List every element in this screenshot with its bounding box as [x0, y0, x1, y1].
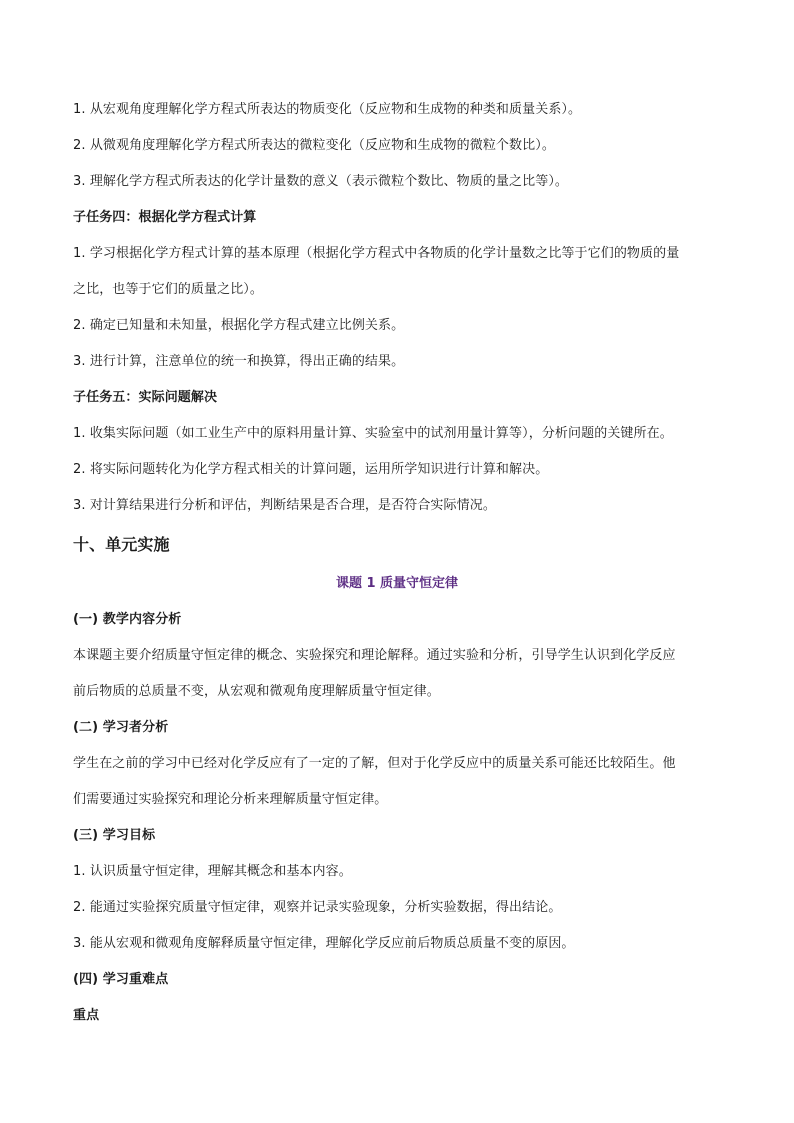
- subsection-heading: (二) 学习者分析: [73, 720, 169, 735]
- paragraph-line: 3. 能从宏观和微观角度解释质量守恒定律，理解化学反应前后物质总质量不变的原因。: [73, 936, 575, 951]
- paragraph-line: 2. 从微观角度理解化学方程式所表达的微粒变化（反应物和生成物的微粒个数比）。: [73, 138, 555, 153]
- section-heading: 十、单元实施: [73, 535, 170, 554]
- paragraph-line: 1. 学习根据化学方程式计算的基本原理（根据化学方程式中各物质的化学计量数之比等于它们的物质的量: [73, 246, 680, 261]
- paragraph-line: 3. 理解化学方程式所表达的化学计量数的意义（表示微粒个数比、物质的量之比等）。: [73, 174, 569, 189]
- key-point-label: 重点: [73, 1008, 100, 1023]
- paragraph-line: 本课题主要介绍质量守恒定律的概念、实验探究和理论解释。通过实验和分析，引导学生认识到化学反应: [73, 648, 676, 663]
- paragraph-line: 3. 进行计算，注意单位的统一和换算，得出正确的结果。: [73, 354, 405, 369]
- paragraph-line: 2. 能通过实验探究质量守恒定律，观察并记录实验现象，分析实验数据，得出结论。: [73, 900, 562, 915]
- paragraph-line: 1. 收集实际问题（如工业生产中的原料用量计算、实验室中的试剂用量计算等），分析问题的关键所在。: [73, 426, 673, 441]
- paragraph-line: 1. 从宏观角度理解化学方程式所表达的物质变化（反应物和生成物的种类和质量关系）。: [73, 102, 582, 117]
- paragraph-line: 前后物质的总质量不变，从宏观和微观角度理解质量守恒定律。: [73, 684, 440, 699]
- paragraph-line: 2. 确定已知量和未知量，根据化学方程式建立比例关系。: [73, 318, 405, 333]
- paragraph-line: 3. 对计算结果进行分析和评估，判断结果是否合理，是否符合实际情况。: [73, 498, 496, 513]
- paragraph-line: 之比，也等于它们的质量之比）。: [73, 282, 264, 297]
- paragraph-line: 1. 认识质量守恒定律，理解其概念和基本内容。: [73, 864, 352, 879]
- subsection-heading: (三) 学习目标: [73, 828, 156, 843]
- paragraph-line: 们需要通过实验探究和理论分析来理解质量守恒定律。: [73, 792, 388, 807]
- lesson-title: 课题 1 质量守恒定律: [335, 576, 459, 591]
- subtask-heading: 子任务四：根据化学方程式计算: [73, 210, 257, 225]
- paragraph-line: 2. 将实际问题转化为化学方程式相关的计算问题，运用所学知识进行计算和解决。: [73, 462, 549, 477]
- paragraph-line: 学生在之前的学习中已经对化学反应有了一定的了解，但对于化学反应中的质量关系可能还比较陌生。他: [73, 756, 676, 771]
- subsection-heading: (一) 教学内容分析: [73, 612, 182, 627]
- subtask-heading: 子任务五：实际问题解决: [73, 390, 218, 405]
- subsection-heading: (四) 学习重难点: [73, 972, 169, 987]
